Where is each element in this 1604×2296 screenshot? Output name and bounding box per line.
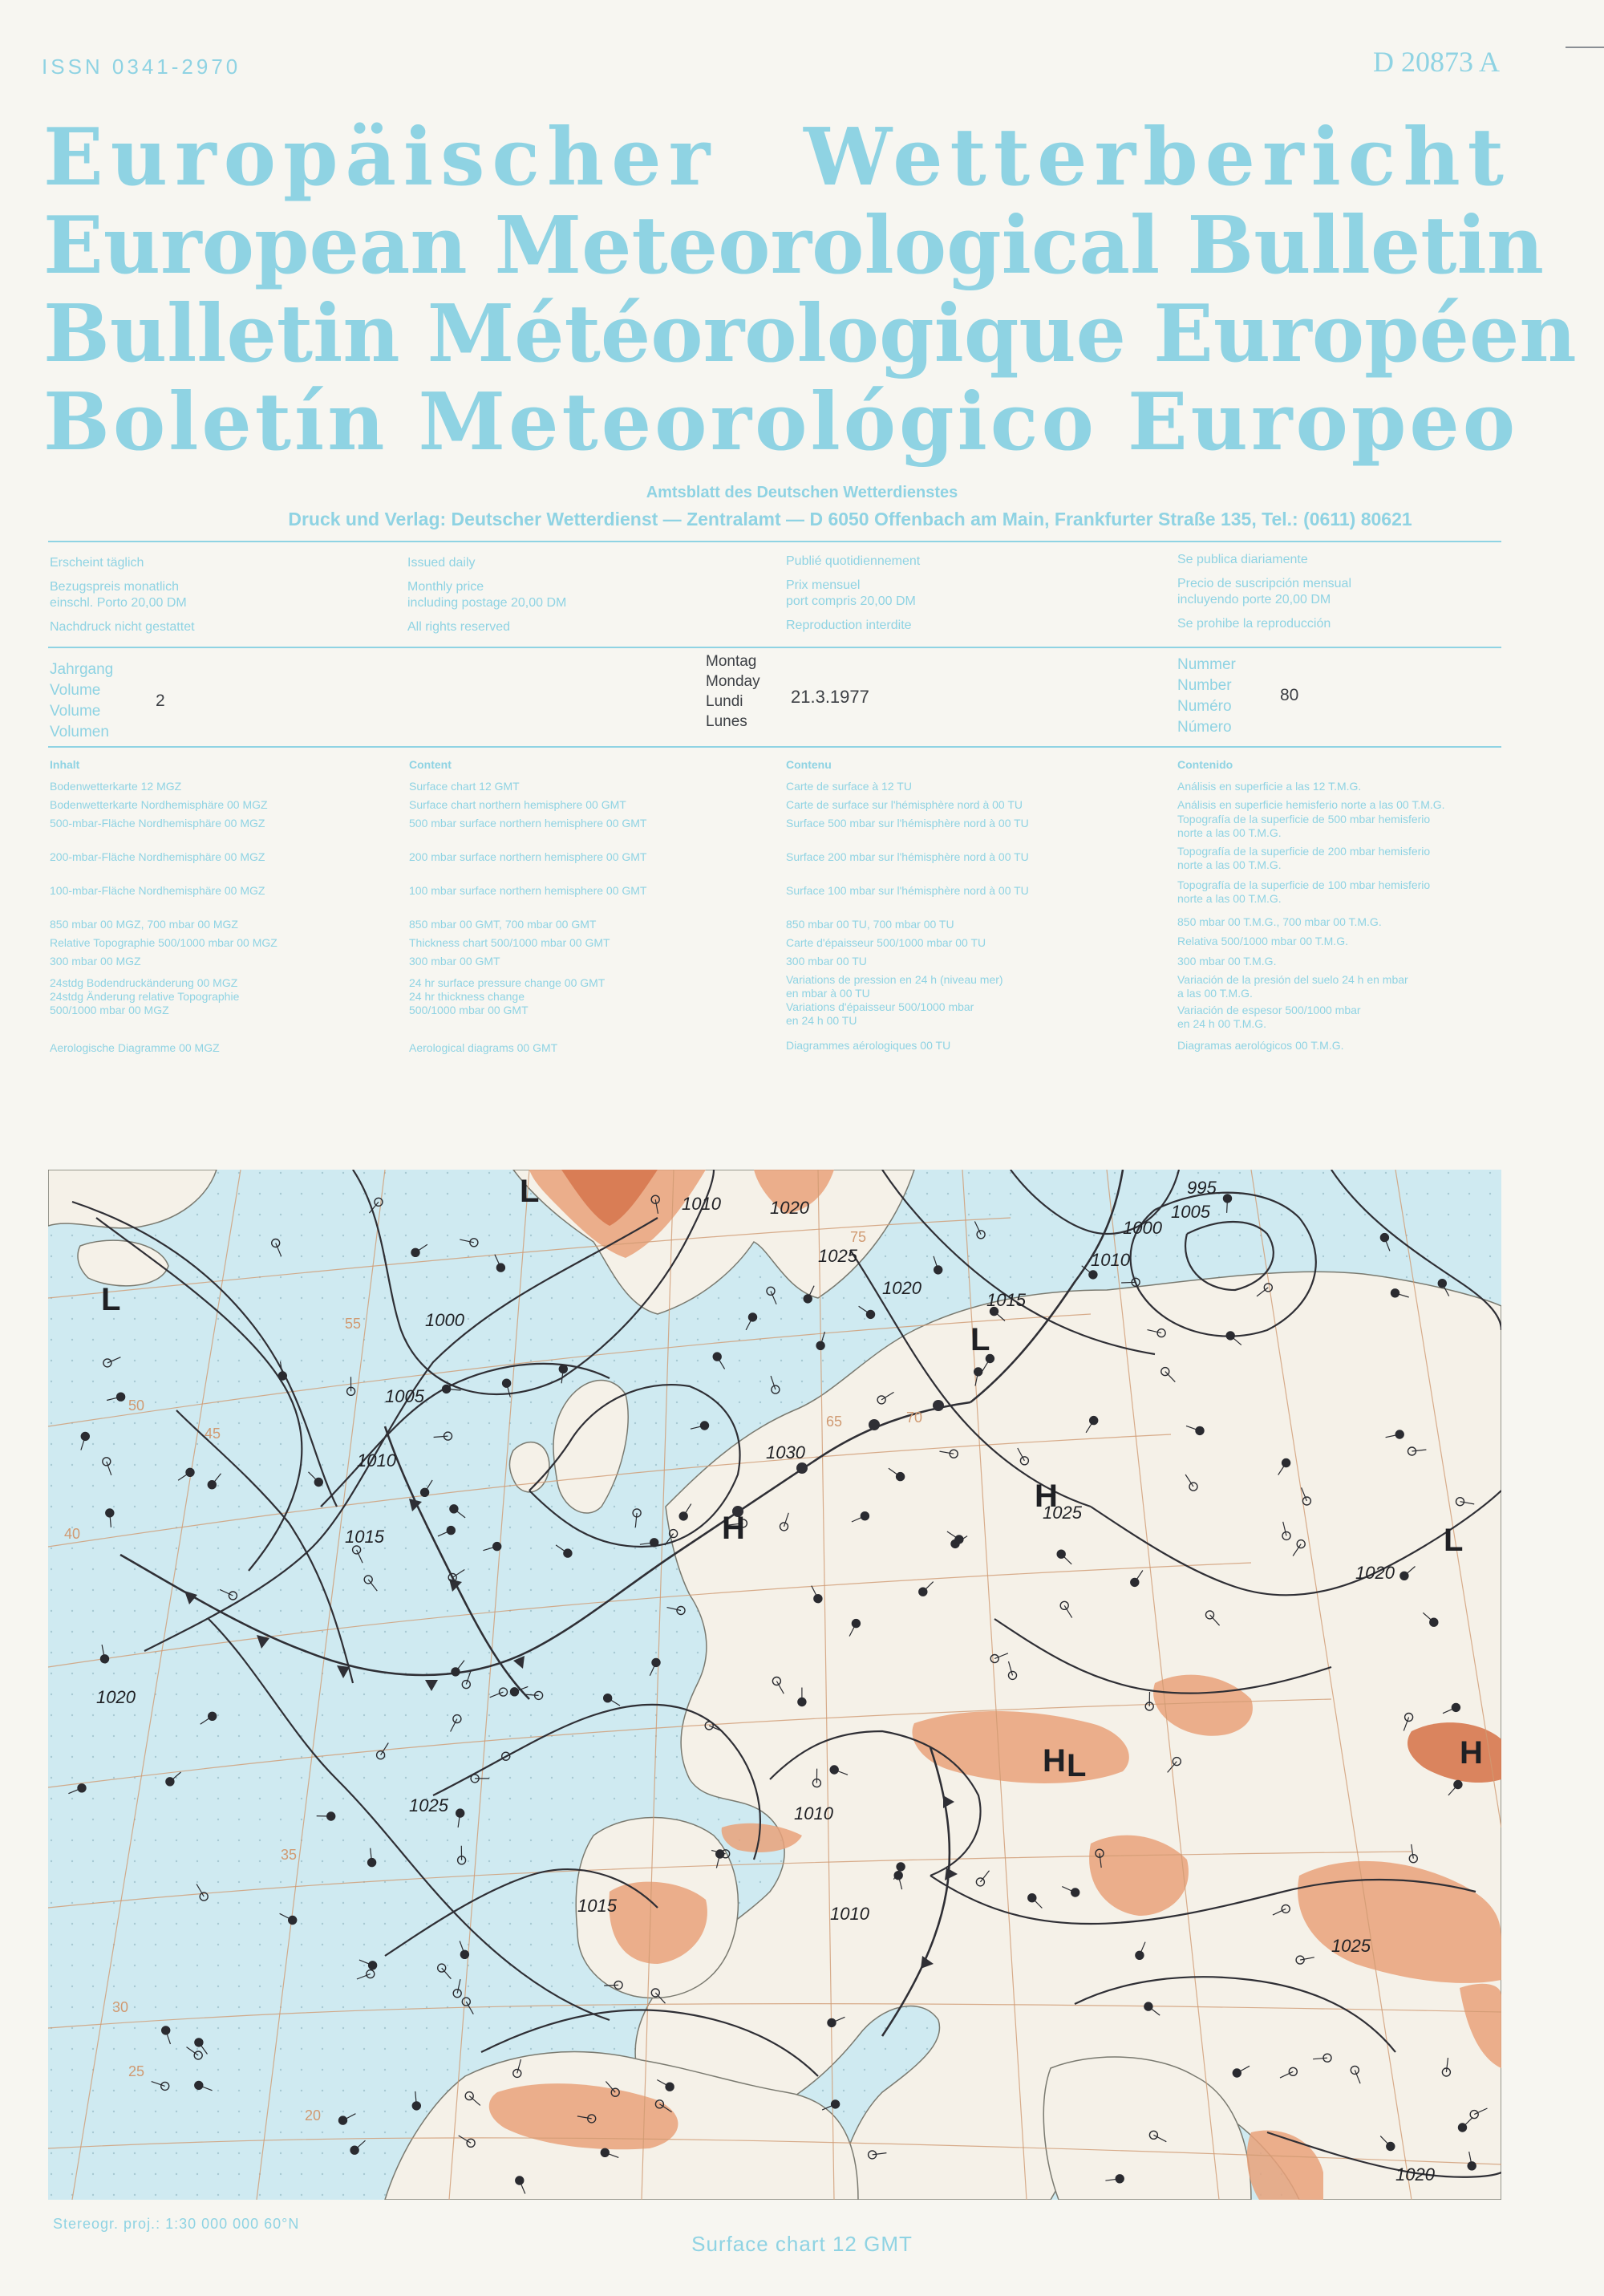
- front-marker: [796, 1462, 808, 1474]
- contents-item: Surface chart 12 GMT: [409, 780, 520, 793]
- title-english: European Meteorological Bulletin: [43, 200, 1544, 292]
- station-marker: [897, 1863, 905, 1871]
- latitude-label: 75: [850, 1229, 867, 1245]
- station-marker: [447, 1527, 455, 1535]
- title-german: Europäischer Wetterbericht: [43, 112, 1511, 204]
- latitude-label: 30: [112, 1999, 129, 2015]
- number-label: Numéro: [1177, 698, 1232, 715]
- isobar-label: 1015: [577, 1896, 617, 1916]
- station-marker: [1380, 1234, 1388, 1242]
- station-marker: [511, 1688, 519, 1696]
- weekday-label: Monday: [706, 673, 760, 690]
- contents-item: Diagramas aerológicos 00 T.M.G.: [1177, 1039, 1344, 1052]
- issue-number: 80: [1280, 686, 1299, 704]
- info-line: Reproduction interdite: [786, 619, 912, 632]
- low-pressure-centre: L: [1067, 1748, 1087, 1783]
- isobar-label: 1005: [385, 1386, 424, 1406]
- station-marker: [162, 2026, 170, 2034]
- info-line: Issued daily: [407, 556, 476, 570]
- contents-english: [409, 758, 647, 1054]
- contents-heading: Content: [409, 758, 452, 771]
- latitude-label: 45: [205, 1426, 221, 1442]
- weekday-labels: [706, 651, 760, 732]
- publisher-line: Druck und Verlag: Deutscher Wetterdienst — Zentralamt — D 6050 Offenbach am Main, Frankfurter Straße 135, Tel.: (0611) 80621: [288, 509, 1412, 529]
- latitude-label: 40: [64, 1526, 81, 1542]
- contents-french: [786, 758, 1029, 1052]
- station-marker: [195, 2081, 203, 2089]
- station-marker: [411, 1248, 419, 1256]
- title-french: Bulletin Météorologique Européen: [43, 288, 1577, 380]
- issn-number: ISSN 0341-2970: [42, 55, 241, 79]
- contents-item: Análisis en superficie hemisferio norte a las 00 T.M.G.: [1177, 798, 1445, 811]
- info-line: port compris 20,00 DM: [786, 594, 916, 608]
- contents-item: Bodenwetterkarte 12 MGZ: [50, 780, 182, 793]
- isobar-label: 1025: [1331, 1936, 1371, 1956]
- info-line: Precio de suscripción mensual: [1177, 577, 1351, 590]
- contents-item: 300 mbar 00 GMT: [409, 955, 500, 967]
- contents-item: 24 hr thickness change: [409, 990, 525, 1003]
- info-line: Publié quotidiennement: [786, 554, 921, 568]
- contents-item: Variations d'épaisseur 500/1000 mbar: [786, 1000, 974, 1013]
- low-pressure-centre: L: [970, 1322, 990, 1357]
- wind-barb: [1121, 1282, 1136, 1283]
- contents-item: en 24 h 00 TU: [786, 1014, 857, 1027]
- front-marker: [933, 1400, 944, 1411]
- contents-item: en mbar à 00 TU: [786, 987, 870, 1000]
- volume-label: Volumen: [50, 724, 109, 740]
- isobar-label: 1025: [409, 1795, 448, 1815]
- map-title: Surface chart 12 GMT: [691, 2232, 913, 2256]
- contents-item: Surface chart northern hemisphere 00 GMT: [409, 798, 626, 811]
- contents-item: Análisis en superficie a las 12 T.M.G.: [1177, 780, 1362, 793]
- station-marker: [421, 1488, 429, 1496]
- isobar-label: 1010: [794, 1803, 833, 1823]
- contents-item: 24stdg Änderung relative Topographie: [50, 990, 240, 1003]
- contents-item: 850 mbar 00 T.M.G., 700 mbar 00 T.M.G.: [1177, 915, 1382, 928]
- info-line: Bezugspreis monatlich: [50, 580, 179, 594]
- info-english: [407, 555, 566, 635]
- isobar-label: 995: [1187, 1178, 1217, 1198]
- high-pressure-centre: H: [1035, 1479, 1058, 1514]
- contents-item: Thickness chart 500/1000 mbar 00 GMT: [409, 936, 610, 949]
- isobar-label: 1010: [1091, 1250, 1130, 1270]
- corner-rule: [1566, 47, 1604, 48]
- latitude-label: 20: [305, 2107, 322, 2124]
- isobar-label: 1030: [766, 1442, 805, 1462]
- station-marker: [652, 1658, 660, 1666]
- station-marker: [604, 1694, 612, 1702]
- isobar-label: 1020: [1395, 2164, 1435, 2184]
- low-pressure-centre: L: [1444, 1523, 1464, 1558]
- latitude-label: 50: [128, 1397, 145, 1414]
- station-marker: [1196, 1426, 1204, 1434]
- contents-item: Carte de surface à 12 TU: [786, 780, 912, 793]
- contents-heading: Contenido: [1177, 758, 1233, 771]
- weekday-label: Lundi: [706, 693, 743, 710]
- station-marker: [1089, 1271, 1097, 1279]
- contents-item: Aerological diagrams 00 GMT: [409, 1041, 558, 1054]
- contents-german: [50, 758, 277, 1054]
- contents-item: Variación de la presión del suelo 24 h en mbar: [1177, 973, 1408, 986]
- contents-item: Variación de espesor 500/1000 mbar: [1177, 1004, 1361, 1016]
- station-marker: [867, 1310, 875, 1318]
- contents-heading: Inhalt: [50, 758, 80, 771]
- isobar-label: 1020: [1355, 1563, 1395, 1583]
- contents-item: Relative Topographie 500/1000 mbar 00 MGZ: [50, 936, 277, 949]
- info-line: All rights reserved: [407, 620, 511, 634]
- station-marker: [679, 1512, 687, 1520]
- latitude-label: 70: [906, 1410, 923, 1426]
- contents-item: a las 00 T.M.G.: [1177, 987, 1253, 1000]
- station-marker: [861, 1512, 869, 1520]
- isobar-label: 1000: [425, 1310, 464, 1330]
- isobar-label: 1015: [986, 1290, 1026, 1310]
- contents-item: Aerologische Diagramme 00 MGZ: [50, 1041, 220, 1054]
- station-marker: [339, 2116, 347, 2124]
- station-marker: [713, 1353, 721, 1361]
- contents-item: en 24 h 00 T.M.G.: [1177, 1017, 1267, 1030]
- issue-date: 21.3.1977: [791, 687, 869, 707]
- station-marker: [117, 1393, 125, 1401]
- contents-item: 300 mbar 00 TU: [786, 955, 867, 967]
- number-label: Nummer: [1177, 656, 1236, 673]
- station-marker: [369, 1961, 377, 1969]
- contents-item: 500/1000 mbar 00 MGZ: [50, 1004, 169, 1016]
- contents-item: 500/1000 mbar 00 GMT: [409, 1004, 529, 1016]
- contents-item: Carte de surface sur l'hémisphère nord à 00 TU: [786, 798, 1023, 811]
- latitude-label: 55: [345, 1316, 362, 1332]
- divider: [48, 647, 1501, 648]
- volume-label: Volume: [50, 682, 101, 699]
- info-line: Erscheint täglich: [50, 556, 144, 570]
- title-spanish: Boletín Meteorológico Europeo: [43, 376, 1519, 469]
- number-labels: [1177, 655, 1236, 738]
- volume-value: 2: [156, 692, 165, 710]
- contents-item: Surface 200 mbar sur l'hémisphère nord à 00 TU: [786, 850, 1029, 863]
- contents-heading: Contenu: [786, 758, 832, 771]
- info-line: incluyendo porte 20,00 DM: [1177, 593, 1331, 606]
- divider: [48, 746, 1501, 748]
- isobar-label: 1025: [1043, 1503, 1082, 1523]
- contents-item: norte a las 00 T.M.G.: [1177, 826, 1282, 839]
- station-marker: [1136, 1951, 1144, 1959]
- high-pressure-centre: H: [1460, 1735, 1483, 1771]
- info-line: including postage 20,00 DM: [407, 596, 567, 610]
- station-marker: [804, 1295, 812, 1303]
- info-french: [786, 554, 920, 634]
- contents-item: norte a las 00 T.M.G.: [1177, 858, 1282, 871]
- official-gazette-line: Amtsblatt des Deutschen Wetterdienstes: [646, 484, 958, 501]
- volume-label: Jahrgang: [50, 661, 114, 678]
- contents-item: Diagrammes aérologiques 00 TU: [786, 1039, 951, 1052]
- contents-item: 24 hr surface pressure change 00 GMT: [409, 976, 606, 989]
- contents-item: Bodenwetterkarte Nordhemisphäre 00 MGZ: [50, 798, 268, 811]
- low-pressure-centre: L: [101, 1282, 121, 1317]
- volume-labels: [50, 659, 113, 743]
- surface-chart-svg: [48, 1170, 1501, 2200]
- station-marker: [460, 1950, 468, 1958]
- isobar-label: 1015: [345, 1527, 384, 1547]
- info-line: Se publica diariamente: [1177, 553, 1308, 566]
- contents-item: Surface 500 mbar sur l'hémisphère nord à 00 TU: [786, 817, 1029, 830]
- contents-item: 850 mbar 00 TU, 700 mbar 00 TU: [786, 918, 954, 931]
- contents-item: Carte d'épaisseur 500/1000 mbar 00 TU: [786, 936, 986, 949]
- land-ireland: [509, 1442, 549, 1492]
- contents-item: Surface 100 mbar sur l'hémisphère nord à 00 TU: [786, 884, 1029, 897]
- isobar-label: 1020: [96, 1687, 136, 1707]
- high-pressure-centre: H: [722, 1511, 745, 1546]
- station-marker: [195, 2038, 203, 2047]
- info-spanish: [1177, 552, 1351, 632]
- isobar-label: 1010: [682, 1194, 721, 1214]
- info-german: [50, 555, 195, 635]
- weekday-label: Montag: [706, 653, 757, 670]
- isobar-label: 1005: [1171, 1202, 1210, 1222]
- contents-item: 300 mbar 00 T.M.G.: [1177, 955, 1277, 967]
- contents-item: 850 mbar 00 MGZ, 700 mbar 00 MGZ: [50, 918, 238, 931]
- info-line: Nachdruck nicht gestattet: [50, 620, 195, 634]
- weekday-label: Lunes: [706, 713, 747, 730]
- contents-item: norte a las 00 T.M.G.: [1177, 892, 1282, 905]
- document-number: D 20873 A: [1372, 46, 1500, 78]
- wind-barb: [604, 1985, 618, 1986]
- contents-item: 300 mbar 00 MGZ: [50, 955, 141, 967]
- station-marker: [832, 2100, 840, 2108]
- station-marker: [493, 1543, 501, 1551]
- contents-item: 500-mbar-Fläche Nordhemisphäre 00 MGZ: [50, 817, 265, 830]
- contents-item: Topografía de la superficie de 100 mbar hemisferio: [1177, 878, 1431, 891]
- surface-chart-map: [48, 1170, 1501, 2200]
- contents-item: 100 mbar surface northern hemisphere 00 GMT: [409, 884, 647, 897]
- station-marker: [503, 1379, 511, 1387]
- contents-item: Topografía de la superficie de 200 mbar hemisferio: [1177, 845, 1431, 858]
- latitude-label: 25: [128, 2063, 145, 2079]
- contents-spanish: [1177, 758, 1445, 1052]
- projection-scale: Stereogr. proj.: 1:30 000 000 60°N: [53, 2216, 300, 2232]
- station-marker: [1438, 1280, 1446, 1288]
- station-marker: [951, 1539, 959, 1548]
- isobar-label: 1020: [770, 1198, 809, 1218]
- station-marker: [816, 1341, 824, 1349]
- station-marker: [1452, 1703, 1460, 1711]
- contents-item: Topografía de la superficie de 500 mbar hemisferio: [1177, 813, 1431, 826]
- contents-item: 850 mbar 00 GMT, 700 mbar 00 GMT: [409, 918, 597, 931]
- contents-item: 200-mbar-Fläche Nordhemisphäre 00 MGZ: [50, 850, 265, 863]
- latitude-label: 65: [826, 1414, 843, 1430]
- station-marker: [934, 1266, 942, 1274]
- low-pressure-centre: L: [520, 1174, 540, 1209]
- front-marker: [869, 1419, 880, 1430]
- isobar-label: 1020: [882, 1278, 921, 1298]
- contents-item: 100-mbar-Fläche Nordhemisphäre 00 MGZ: [50, 884, 265, 897]
- contents-item: Variations de pression en 24 h (niveau mer): [786, 973, 1003, 986]
- isobar-label: 1000: [1123, 1218, 1162, 1238]
- station-marker: [830, 1766, 838, 1774]
- station-marker: [1090, 1417, 1098, 1425]
- contents-item: 200 mbar surface northern hemisphere 00 GMT: [409, 850, 647, 863]
- number-label: Número: [1177, 719, 1232, 736]
- latitude-label: 35: [281, 1847, 298, 1863]
- divider: [48, 541, 1501, 542]
- info-line: Se prohibe la reproducción: [1177, 617, 1331, 631]
- contents-item: 500 mbar surface northern hemisphere 00 GMT: [409, 817, 647, 830]
- isobar-label: 1010: [830, 1904, 869, 1924]
- isobar-label: 1010: [357, 1450, 396, 1470]
- contents-item: Relativa 500/1000 mbar 00 T.M.G.: [1177, 935, 1348, 947]
- station-marker: [101, 1655, 109, 1663]
- info-line: einschl. Porto 20,00 DM: [50, 596, 187, 610]
- info-line: Prix mensuel: [786, 578, 861, 592]
- contents-item: 24stdg Bodendruckänderung 00 MGZ: [50, 976, 238, 989]
- number-label: Number: [1177, 677, 1232, 694]
- volume-label: Volume: [50, 703, 101, 720]
- isobar-label: 1025: [818, 1246, 857, 1266]
- high-pressure-centre: H: [1043, 1743, 1066, 1779]
- info-line: Monthly price: [407, 580, 484, 594]
